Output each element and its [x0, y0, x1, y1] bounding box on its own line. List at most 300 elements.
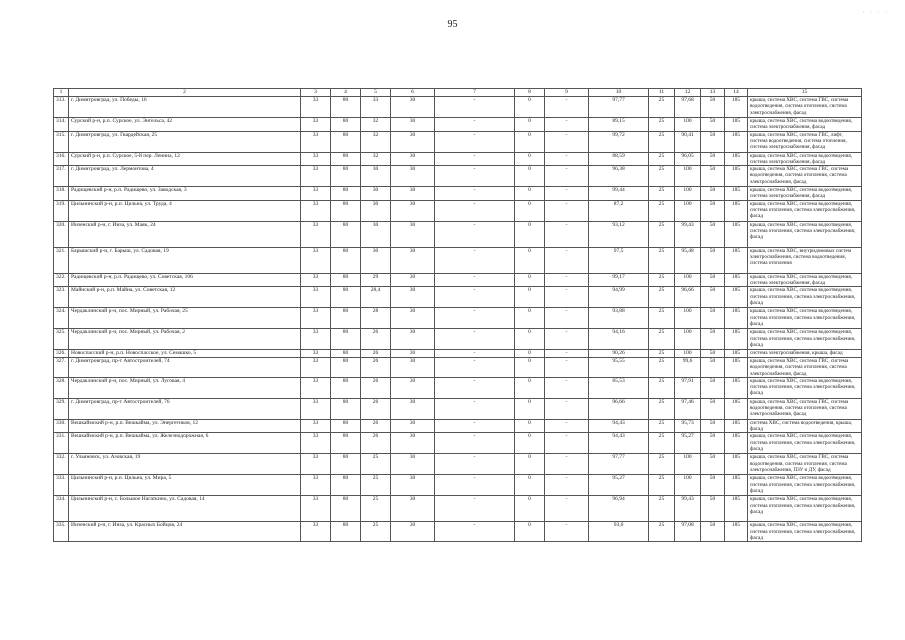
value-col-12: 99,6 — [675, 357, 701, 377]
value-col-14: 185 — [725, 187, 748, 201]
table-row — [54, 187, 862, 201]
value-col-11: 25 — [649, 221, 675, 247]
works-list: крыша, система ХВС, внутридомовых систем электроснабжения, система водоотведения, система отопления — [748, 247, 862, 273]
works-list: крыша, система ХВС, система водоотведения, система отопления, система электроснабжения, фасад — [748, 221, 862, 247]
value-col-9: - — [545, 287, 589, 308]
value-col-14: 185 — [725, 221, 748, 247]
value-col-7: - — [435, 152, 515, 166]
value-col-3: 33 — [301, 419, 331, 433]
value-col-12: 100 — [675, 329, 701, 350]
value-col-13: 50 — [701, 357, 725, 377]
value-col-3: 33 — [301, 152, 331, 166]
value-col-4: 80 — [331, 475, 361, 496]
table-row — [54, 118, 862, 132]
value-col-9: - — [545, 131, 589, 152]
value-col-10: 85,53 — [589, 377, 649, 398]
column-number: 10 — [589, 89, 649, 97]
address: г. Димитровград, пр-т Автостроителей, 76 — [69, 398, 301, 419]
value-col-5: 33 — [361, 97, 391, 118]
value-col-3: 33 — [301, 522, 331, 542]
value-col-5: 30 — [361, 221, 391, 247]
value-col-4: 80 — [331, 247, 361, 273]
value-col-4: 80 — [331, 522, 361, 542]
value-col-5: 30 — [361, 166, 391, 187]
value-col-6: 30 — [391, 357, 435, 377]
value-col-5: 26 — [361, 350, 391, 358]
value-col-7: - — [435, 419, 515, 433]
value-col-3: 33 — [301, 377, 331, 398]
value-col-14: 185 — [725, 152, 748, 166]
row-number: 334. — [54, 496, 69, 522]
value-col-13: 50 — [701, 97, 725, 118]
row-number: 333. — [54, 475, 69, 496]
row-number: 325. — [54, 329, 69, 350]
row-number: 313. — [54, 97, 69, 118]
table-row — [54, 329, 862, 350]
value-col-8: 0 — [515, 522, 545, 542]
column-number: 5 — [361, 89, 391, 97]
works-list: крыша, система ХВС, система водоотведения, система отопления, система электроснабжения, фасад — [748, 287, 862, 308]
value-col-7: - — [435, 496, 515, 522]
column-number: 12 — [675, 89, 701, 97]
value-col-9: - — [545, 247, 589, 273]
value-col-7: - — [435, 522, 515, 542]
value-col-13: 50 — [701, 350, 725, 358]
column-number: 13 — [701, 89, 725, 97]
row-number: 317. — [54, 166, 69, 187]
value-col-10: 90,26 — [589, 350, 649, 358]
value-col-10: 97,5 — [589, 247, 649, 273]
works-list: крыша, система ХВС, система водоотведения, система отопления, система электроснабжения, фасад — [748, 522, 862, 542]
row-number: 321. — [54, 247, 69, 273]
value-col-12: 95,48 — [675, 247, 701, 273]
address: Вешкаймский р-н, р.п. Вешкайма, ул. Энергетиков, 12 — [69, 419, 301, 433]
value-col-6: 30 — [391, 118, 435, 132]
column-number: 14 — [725, 89, 748, 97]
value-col-11: 25 — [649, 475, 675, 496]
value-col-13: 50 — [701, 454, 725, 475]
table-row — [54, 350, 862, 358]
value-col-6: 30 — [391, 398, 435, 419]
value-col-5: 30 — [361, 247, 391, 273]
table-row — [54, 247, 862, 273]
value-col-6: 30 — [391, 287, 435, 308]
works-list: крыша, система ХВС, система водоотведения, система отопления, система электроснабжения, фасад — [748, 475, 862, 496]
value-col-10: 95,27 — [589, 475, 649, 496]
value-col-6: 30 — [391, 308, 435, 329]
works-list: крыша, система ХВС, система водоотведения, система электроснабжения, фасад — [748, 187, 862, 201]
column-number-row — [54, 89, 862, 97]
value-col-3: 33 — [301, 221, 331, 247]
works-list: крыша, система ХВС, система ГВС, система водоотведения, система отопления, система электроснабжения, фасад — [748, 166, 862, 187]
value-col-6: 30 — [391, 329, 435, 350]
value-col-12: 100 — [675, 200, 701, 221]
value-col-12: 100 — [675, 166, 701, 187]
value-col-4: 80 — [331, 273, 361, 287]
value-col-4: 80 — [331, 357, 361, 377]
table-row — [54, 273, 862, 287]
value-col-5: 25 — [361, 496, 391, 522]
value-col-6: 30 — [391, 273, 435, 287]
value-col-13: 50 — [701, 433, 725, 454]
value-col-4: 80 — [331, 200, 361, 221]
row-number: 318. — [54, 187, 69, 201]
value-col-8: 0 — [515, 287, 545, 308]
value-col-14: 185 — [725, 357, 748, 377]
value-col-10: 99,44 — [589, 187, 649, 201]
address: Чердаклинский р-н, пос. Мирный, ул. Луговая, 4 — [69, 377, 301, 398]
value-col-13: 50 — [701, 273, 725, 287]
value-col-7: - — [435, 131, 515, 152]
works-list: крыша, система ХВС, система водоотведения, система отопления, система электроснабжения, фасад — [748, 433, 862, 454]
value-col-3: 33 — [301, 187, 331, 201]
value-col-5: 32 — [361, 131, 391, 152]
value-col-4: 80 — [331, 187, 361, 201]
value-col-11: 25 — [649, 118, 675, 132]
table-row — [54, 357, 862, 377]
value-col-9: - — [545, 496, 589, 522]
value-col-5: 26 — [361, 433, 391, 454]
value-col-4: 80 — [331, 287, 361, 308]
value-col-5: 25 — [361, 522, 391, 542]
value-col-10: 97,77 — [589, 97, 649, 118]
value-col-7: - — [435, 433, 515, 454]
value-col-12: 100 — [675, 118, 701, 132]
column-number: 2 — [69, 89, 301, 97]
value-col-12: 96,66 — [675, 287, 701, 308]
value-col-10: 89,15 — [589, 118, 649, 132]
row-number: 330. — [54, 419, 69, 433]
value-col-13: 50 — [701, 247, 725, 273]
value-col-14: 185 — [725, 308, 748, 329]
value-col-6: 30 — [391, 496, 435, 522]
column-number: 3 — [301, 89, 331, 97]
value-col-4: 80 — [331, 377, 361, 398]
value-col-9: - — [545, 377, 589, 398]
value-col-14: 185 — [725, 398, 748, 419]
row-number: 315. — [54, 131, 69, 152]
value-col-6: 30 — [391, 152, 435, 166]
value-col-7: - — [435, 454, 515, 475]
value-col-6: 30 — [391, 200, 435, 221]
value-col-5: 32 — [361, 152, 391, 166]
value-col-3: 33 — [301, 433, 331, 454]
value-col-12: 100 — [675, 187, 701, 201]
value-col-3: 33 — [301, 454, 331, 475]
value-col-11: 25 — [649, 357, 675, 377]
value-col-10: 94,43 — [589, 433, 649, 454]
value-col-3: 33 — [301, 329, 331, 350]
works-list: крыша, система ХВС, система водоотведения, система электроснабжения, фасад — [748, 118, 862, 132]
value-col-3: 33 — [301, 200, 331, 221]
works-list: крыша, система ХВС, система водоотведения, система электроснабжения, фасад — [748, 273, 862, 287]
value-col-11: 25 — [649, 287, 675, 308]
value-col-10: 94,43 — [589, 419, 649, 433]
value-col-8: 0 — [515, 475, 545, 496]
value-col-5: 26 — [361, 329, 391, 350]
value-col-11: 25 — [649, 187, 675, 201]
value-col-12: 100 — [675, 273, 701, 287]
value-col-9: - — [545, 118, 589, 132]
value-col-9: - — [545, 419, 589, 433]
value-col-11: 25 — [649, 419, 675, 433]
value-col-14: 185 — [725, 433, 748, 454]
row-number: 319. — [54, 200, 69, 221]
value-col-14: 185 — [725, 419, 748, 433]
address: г. Димитровград, пр-т Автостроителей, 74 — [69, 357, 301, 377]
value-col-13: 50 — [701, 200, 725, 221]
value-col-4: 80 — [331, 419, 361, 433]
value-col-10: 95,55 — [589, 357, 649, 377]
value-col-13: 50 — [701, 287, 725, 308]
value-col-8: 0 — [515, 308, 545, 329]
value-col-13: 50 — [701, 522, 725, 542]
table-body — [54, 89, 862, 542]
value-col-6: 30 — [391, 187, 435, 201]
works-list: крыша, система ХВС, система ГВС, лифт, система водоотведения, система отопления, система электроснабжения, фасад — [748, 131, 862, 152]
row-number: 329. — [54, 398, 69, 419]
works-list: система ХВС, система водоотведения, крыша, фасад — [748, 419, 862, 433]
value-col-7: - — [435, 247, 515, 273]
row-number: 331. — [54, 433, 69, 454]
address: Цильнинский р-н, р.п. Цильна, ул. Мира, 5 — [69, 475, 301, 496]
value-col-14: 185 — [725, 131, 748, 152]
works-list: крыша, система ХВС, система водоотведения, система отопления, система электроснабжения, фасад — [748, 496, 862, 522]
row-number: 326. — [54, 350, 69, 358]
address: Радищевский р-н, р.п. Радищево, ул. Советская, 106 — [69, 273, 301, 287]
value-col-8: 0 — [515, 118, 545, 132]
value-col-3: 33 — [301, 97, 331, 118]
value-col-4: 80 — [331, 496, 361, 522]
value-col-6: 30 — [391, 166, 435, 187]
table-row — [54, 131, 862, 152]
value-col-11: 25 — [649, 454, 675, 475]
column-number: 6 — [391, 89, 435, 97]
value-col-11: 25 — [649, 166, 675, 187]
value-col-7: - — [435, 377, 515, 398]
value-col-11: 25 — [649, 152, 675, 166]
value-col-7: - — [435, 350, 515, 358]
value-col-14: 185 — [725, 475, 748, 496]
value-col-4: 80 — [331, 97, 361, 118]
value-col-14: 185 — [725, 273, 748, 287]
row-number: 314. — [54, 118, 69, 132]
value-col-13: 50 — [701, 221, 725, 247]
value-col-14: 185 — [725, 496, 748, 522]
value-col-12: 95,27 — [675, 433, 701, 454]
value-col-5: 26 — [361, 398, 391, 419]
value-col-11: 25 — [649, 308, 675, 329]
value-col-8: 0 — [515, 350, 545, 358]
row-number: 328. — [54, 377, 69, 398]
value-col-14: 185 — [725, 97, 748, 118]
value-col-8: 0 — [515, 433, 545, 454]
value-col-12: 100 — [675, 308, 701, 329]
value-col-11: 25 — [649, 247, 675, 273]
value-col-6: 30 — [391, 350, 435, 358]
address: г. Димитровград, ул. Победы, 16 — [69, 97, 301, 118]
value-col-8: 0 — [515, 419, 545, 433]
table-row — [54, 496, 862, 522]
value-col-12: 100 — [675, 350, 701, 358]
value-col-9: - — [545, 357, 589, 377]
value-col-9: - — [545, 166, 589, 187]
value-col-11: 25 — [649, 97, 675, 118]
value-col-10: 96,38 — [589, 166, 649, 187]
value-col-3: 33 — [301, 131, 331, 152]
works-list: крыша, система ХВС, система водоотведения, система отопления, система электроснабжения, фасад — [748, 329, 862, 350]
column-number: 9 — [545, 89, 589, 97]
value-col-12: 97,68 — [675, 97, 701, 118]
value-col-8: 0 — [515, 398, 545, 419]
value-col-10: 96,94 — [589, 496, 649, 522]
value-col-12: 99,43 — [675, 221, 701, 247]
value-col-10: 93,6 — [589, 522, 649, 542]
row-number: 323. — [54, 287, 69, 308]
corner-mark: · · · · — [862, 10, 889, 16]
value-col-5: 30 — [361, 187, 391, 201]
value-col-4: 80 — [331, 433, 361, 454]
address: г. Димитровград, ул. Гвардейская, 25 — [69, 131, 301, 152]
works-list: крыша, система ХВС, система водоотведения, система отопления, система электроснабжения, фасад — [748, 200, 862, 221]
value-col-7: - — [435, 97, 515, 118]
value-col-9: - — [545, 475, 589, 496]
address: Барышский р-н, г. Барыш, ул. Садовая, 19 — [69, 247, 301, 273]
value-col-5: 25 — [361, 475, 391, 496]
value-col-14: 185 — [725, 377, 748, 398]
table-row — [54, 200, 862, 221]
value-col-11: 25 — [649, 496, 675, 522]
value-col-12: 90,41 — [675, 131, 701, 152]
table-row — [54, 287, 862, 308]
value-col-8: 0 — [515, 377, 545, 398]
table-row — [54, 522, 862, 542]
value-col-3: 33 — [301, 475, 331, 496]
value-col-4: 80 — [331, 350, 361, 358]
value-col-14: 185 — [725, 287, 748, 308]
value-col-9: - — [545, 398, 589, 419]
value-col-6: 30 — [391, 475, 435, 496]
table-row — [54, 454, 862, 475]
address: Чердаклинский р-н, пос. Мирный, ул. Рабочая, 2 — [69, 329, 301, 350]
row-number: 316. — [54, 152, 69, 166]
value-col-8: 0 — [515, 221, 545, 247]
value-col-9: - — [545, 522, 589, 542]
works-list: крыша, система ХВС, система ГВС, система водоотведения, система отопления, система электроснабжения, ПЗУ и ДУ, фасад — [748, 454, 862, 475]
value-col-10: 99,17 — [589, 273, 649, 287]
value-col-7: - — [435, 273, 515, 287]
value-col-6: 30 — [391, 522, 435, 542]
housing-register-table — [53, 88, 862, 542]
value-col-3: 33 — [301, 118, 331, 132]
value-col-3: 33 — [301, 398, 331, 419]
value-col-6: 30 — [391, 131, 435, 152]
works-list: крыша, система ХВС, система водоотведения, система отопления, система электроснабжения, фасад — [748, 308, 862, 329]
value-col-8: 0 — [515, 166, 545, 187]
value-col-4: 80 — [331, 454, 361, 475]
value-col-3: 33 — [301, 166, 331, 187]
value-col-14: 185 — [725, 350, 748, 358]
value-col-12: 100 — [675, 475, 701, 496]
value-col-5: 30 — [361, 200, 391, 221]
works-list: крыша, система ХВС, система ГВС, система водоотведения, система отопления, система электроснабжения, фасад — [748, 398, 862, 419]
value-col-5: 29 — [361, 273, 391, 287]
address: Вешкаймский р-н, р.п. Вешкайма, ул. Железнодорожная, 6 — [69, 433, 301, 454]
table-row — [54, 221, 862, 247]
value-col-3: 33 — [301, 308, 331, 329]
value-col-10: 88,59 — [589, 152, 649, 166]
value-col-14: 185 — [725, 118, 748, 132]
value-col-11: 25 — [649, 329, 675, 350]
row-number: 320. — [54, 221, 69, 247]
value-col-7: - — [435, 166, 515, 187]
value-col-4: 80 — [331, 221, 361, 247]
value-col-4: 80 — [331, 329, 361, 350]
value-col-12: 97,91 — [675, 377, 701, 398]
address: г. Ульяновск, ул. Азовская, 19 — [69, 454, 301, 475]
value-col-9: - — [545, 97, 589, 118]
value-col-10: 93,88 — [589, 308, 649, 329]
column-number: 4 — [331, 89, 361, 97]
table-row — [54, 433, 862, 454]
value-col-13: 50 — [701, 398, 725, 419]
value-col-3: 33 — [301, 247, 331, 273]
value-col-11: 25 — [649, 377, 675, 398]
value-col-12: 97,08 — [675, 522, 701, 542]
value-col-8: 0 — [515, 200, 545, 221]
value-col-6: 30 — [391, 454, 435, 475]
value-col-11: 25 — [649, 350, 675, 358]
value-col-9: - — [545, 200, 589, 221]
value-col-7: - — [435, 200, 515, 221]
value-col-5: 28 — [361, 308, 391, 329]
value-col-3: 33 — [301, 357, 331, 377]
value-col-13: 50 — [701, 187, 725, 201]
value-col-6: 30 — [391, 247, 435, 273]
value-col-11: 25 — [649, 131, 675, 152]
value-col-8: 0 — [515, 152, 545, 166]
value-col-14: 185 — [725, 200, 748, 221]
table-row — [54, 97, 862, 118]
table-row — [54, 377, 862, 398]
value-col-12: 100 — [675, 454, 701, 475]
value-col-10: 93,12 — [589, 221, 649, 247]
value-col-4: 80 — [331, 398, 361, 419]
value-col-12: 97,46 — [675, 398, 701, 419]
value-col-8: 0 — [515, 496, 545, 522]
value-col-12: 99,43 — [675, 496, 701, 522]
works-list: крыша, система ХВС, система водоотведения, система отопления, система электроснабжения, фасад — [748, 377, 862, 398]
value-col-3: 33 — [301, 496, 331, 522]
address: Радищевский р-н, р.п. Радищево, ул. Заводская, 3 — [69, 187, 301, 201]
value-col-7: - — [435, 357, 515, 377]
value-col-13: 50 — [701, 308, 725, 329]
value-col-8: 0 — [515, 454, 545, 475]
value-col-13: 50 — [701, 475, 725, 496]
column-number: 8 — [515, 89, 545, 97]
address: Новоспасский р-н, р.п. Новоспасское, ул. Семашко, 5 — [69, 350, 301, 358]
value-col-9: - — [545, 308, 589, 329]
value-col-13: 50 — [701, 496, 725, 522]
value-col-11: 25 — [649, 522, 675, 542]
works-list: система электроснабжения, крыша, фасад — [748, 350, 862, 358]
table-row — [54, 419, 862, 433]
value-col-4: 80 — [331, 308, 361, 329]
value-col-4: 80 — [331, 118, 361, 132]
address: Цильнинский р-н, р.п. Цильна, ул. Труда, 4 — [69, 200, 301, 221]
value-col-11: 25 — [649, 398, 675, 419]
works-list: крыша, система ХВС, система водоотведения, система электроснабжения, фасад — [748, 152, 862, 166]
